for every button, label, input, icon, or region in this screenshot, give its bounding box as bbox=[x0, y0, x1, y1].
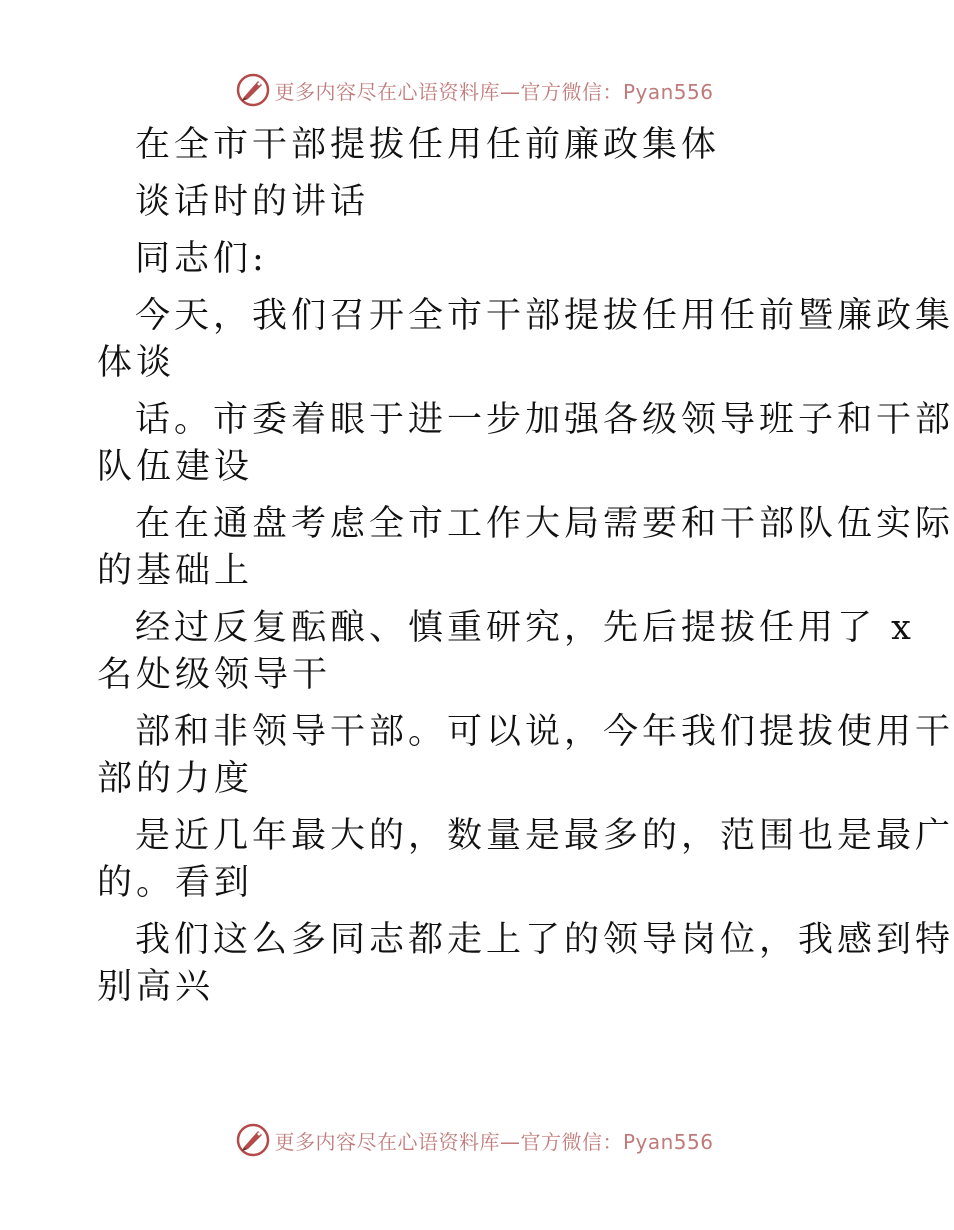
paragraph-line: 别高兴 bbox=[97, 967, 215, 1007]
paragraph-line: 队伍建设 bbox=[97, 447, 254, 487]
title-line-1: 在全市干部提拔任用任前廉政集体 bbox=[135, 125, 721, 165]
watermark-banner-bottom bbox=[0, 1120, 950, 1160]
watermark-text: 更多内容尽在心语资料库—官方微信：Pyan556 bbox=[274, 79, 714, 104]
paragraph-line: 在在通盘考虑全市工作大局需要和干部队伍实际 bbox=[135, 504, 954, 544]
watermark-banner-top bbox=[0, 70, 950, 110]
paragraph-line: 的基础上 bbox=[97, 551, 254, 591]
paragraph-line: 是近几年最大的，数量是最多的，范围也是最广 bbox=[135, 816, 954, 856]
paragraph-line: 名处级领导干 bbox=[97, 655, 332, 695]
watermark-text: 更多内容尽在心语资料库—官方微信：Pyan556 bbox=[274, 1129, 714, 1154]
pen-logo-icon bbox=[236, 73, 270, 107]
title-line-2: 谈话时的讲话 bbox=[135, 182, 370, 222]
paragraph-line: 的。看到 bbox=[97, 863, 254, 903]
pen-logo-icon bbox=[236, 1123, 270, 1157]
document-body bbox=[97, 122, 954, 1011]
paragraph-line: 体谈 bbox=[97, 343, 176, 383]
paragraph-line: 今天，我们召开全市干部提拔任用任前暨廉政集 bbox=[135, 296, 954, 336]
paragraph-line: 话。市委着眼于进一步加强各级领导班子和干部 bbox=[135, 400, 954, 440]
paragraph-line: 部的力度 bbox=[97, 759, 254, 799]
paragraph-line: 我们这么多同志都走上了的领导岗位，我感到特 bbox=[135, 920, 954, 960]
salutation: 同志们: bbox=[135, 239, 268, 279]
paragraph-line: 部和非领导干部。可以说，今年我们提拔使用干 bbox=[135, 712, 954, 752]
paragraph-line: 经过反复酝酿、慎重研究，先后提拔任用了 x bbox=[135, 608, 915, 648]
